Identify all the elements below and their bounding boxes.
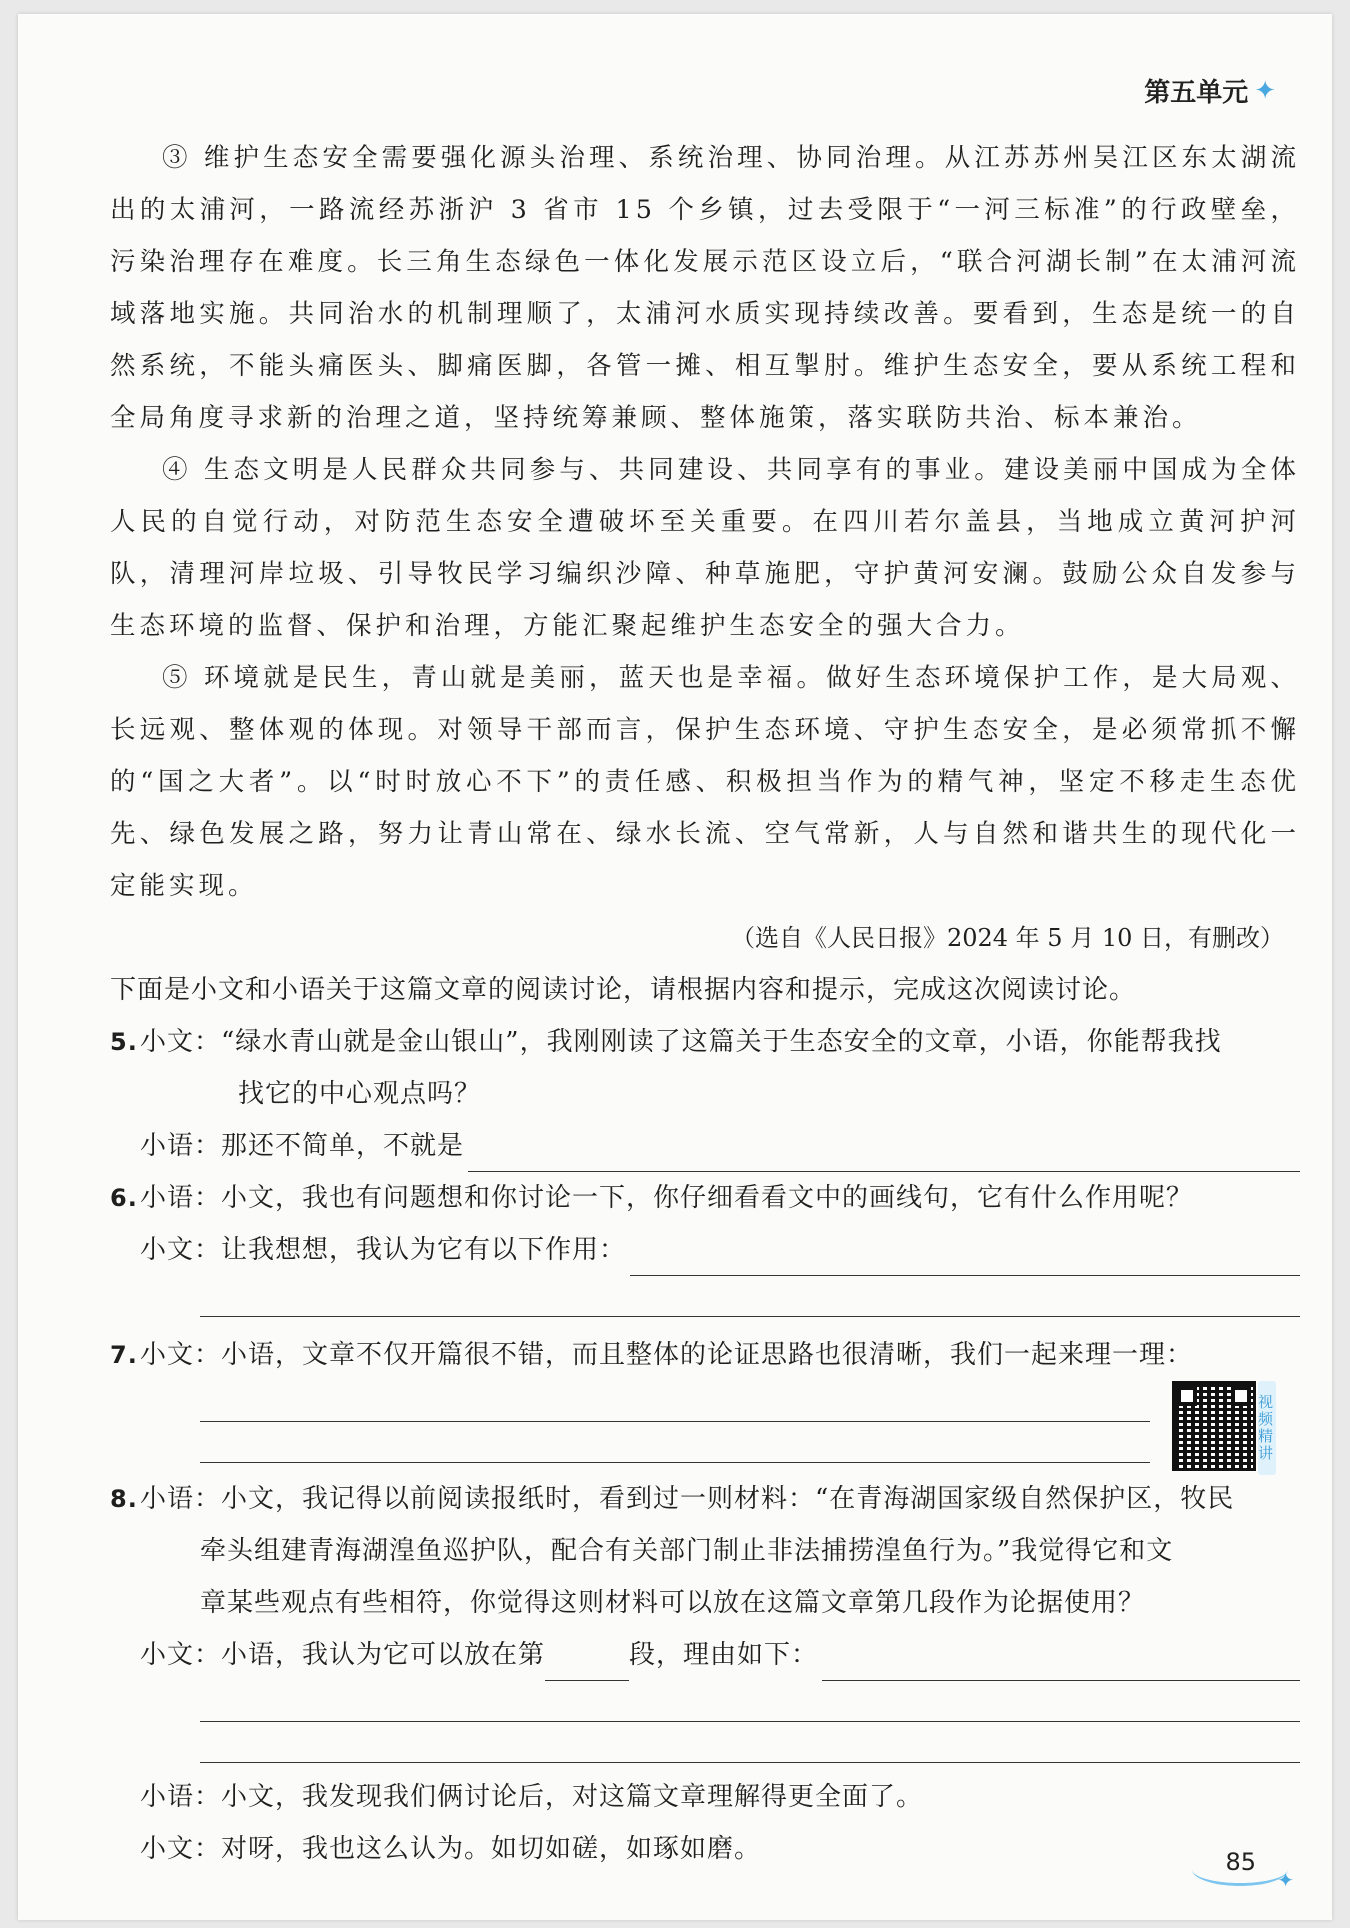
question-number: 5. bbox=[110, 1028, 138, 1056]
question-number: 7. bbox=[110, 1341, 138, 1369]
question-text-cont: 找它的中心观点吗？ bbox=[238, 1079, 482, 1109]
paragraph-4: ④ 生态文明是人民群众共同参与、共同建设、共同享有的事业。建设美丽中国成为全体人民的自觉行动，对防范生态安全遭破坏至关重要。在四川若尔盖县，当地成立黄河护河队，清理河岸垃圾、引导牧民学习编织沙障、种草施肥，守护黄河安澜。鼓励公众自发参与生态环境的监督、保护和治理，方能汇聚起维护生态安全的强大合力。 bbox=[110, 455, 1300, 641]
answer-blank[interactable] bbox=[200, 1276, 1300, 1317]
answer-area bbox=[110, 1381, 1300, 1463]
answer-row bbox=[110, 1629, 1300, 1681]
qr-label: 视频精讲 bbox=[1258, 1381, 1276, 1475]
question-5 bbox=[110, 1016, 1300, 1172]
question-7 bbox=[110, 1329, 1300, 1463]
answer-blank[interactable] bbox=[630, 1239, 1300, 1276]
unit-header bbox=[1144, 72, 1276, 109]
answer-row bbox=[110, 1681, 1300, 1763]
answer-blank[interactable] bbox=[468, 1135, 1300, 1172]
sparkle-icon: ✦ bbox=[1254, 75, 1276, 106]
paragraph-number-blank[interactable] bbox=[545, 1644, 629, 1681]
question-text: 小语：小文，我也有问题想和你讨论一下，你仔细看看文中的画线句，它有什么作用呢？ bbox=[140, 1183, 1194, 1213]
question-text-cont: 牵头组建青海湖湟鱼巡护队，配合有关部门制止非法捕捞湟鱼行为。”我觉得它和文 bbox=[200, 1536, 1174, 1566]
question-6 bbox=[110, 1172, 1300, 1317]
article-source: （选自《人民日报》2024 年 5 月 10 日，有删改） bbox=[730, 924, 1284, 952]
answer-blank[interactable] bbox=[200, 1381, 1150, 1422]
discussion-intro: 下面是小文和小语关于这篇文章的阅读讨论，请根据内容和提示，完成这次阅读讨论。 bbox=[110, 975, 1137, 1005]
paragraph-5: ⑤ 环境就是民生，青山就是美丽，蓝天也是幸福。做好生态环境保护工作，是大局观、长远观、整体观的体现。对领导干部而言，保护生态环境、守护生态安全，是必须常抓不懈的“国之大者”。以“时时放心不下”的责任感、积极担当作为的精气神，坚定不移走生态优先、绿色发展之路，努力让青山常在、绿水长流、空气常新，人与自然和谐共生的现代化一定能实现。 bbox=[110, 663, 1300, 901]
question-text: 小语：小文，我记得以前阅读报纸时，看到过一则材料：“在青海湖国家级自然保护区，牧民 bbox=[140, 1484, 1235, 1514]
answer-prompt: 小语：那还不简单，不就是 bbox=[140, 1131, 465, 1161]
closing-line-1: 小语：小文，我发现我们俩讨论后，对这篇文章理解得更全面了。 bbox=[140, 1782, 924, 1812]
answer-prompt: 小文：让我想想，我认为它有以下作用： bbox=[140, 1235, 627, 1265]
answer-row bbox=[110, 1276, 1300, 1317]
question-text-cont: 章某些观点有些相符，你觉得这则材料可以放在这篇文章第几段作为论据使用？ bbox=[200, 1588, 1146, 1618]
answer-blank[interactable] bbox=[200, 1722, 1300, 1763]
closing-line-2: 小文：对呀，我也这么认为。如切如磋，如琢如磨。 bbox=[140, 1834, 762, 1864]
page-number: 85 bbox=[1225, 1848, 1256, 1876]
paragraph-3: ③ 维护生态安全需要强化源头治理、系统治理、协同治理。从江苏苏州吴江区东太湖流出的太浦河，一路流经苏浙沪 3 省市 15 个乡镇，过去受限于“一河三标准”的行政壁垒，污染治理存在难度。长三角生态绿色一体化发展示范区设立后，“联合河湖长制”在太浦河流域落地实施。共同治水的机制理顺了，太浦河水质实现持续改善。要看到，生态是统一的自然系统，不能头痛医头、脚痛医脚，各管一摊、相互掣肘。维护生态安全，要从系统工程和全局角度寻求新的治理之道，坚持统筹兼顾、整体施策，落实联防共治、标本兼治。 bbox=[110, 143, 1300, 433]
sparkle-icon: ✦ bbox=[1277, 1868, 1294, 1892]
answer-prompt: 小文：小语，我认为它可以放在第 bbox=[140, 1640, 546, 1670]
answer-blank[interactable] bbox=[200, 1681, 1300, 1722]
article-body bbox=[110, 132, 1300, 1875]
video-qr-code[interactable] bbox=[1172, 1381, 1276, 1475]
answer-row bbox=[110, 1224, 1300, 1276]
question-number: 8. bbox=[110, 1485, 138, 1513]
workbook-page bbox=[18, 14, 1332, 1920]
question-text: 小文：“绿水青山就是金山银山”，我刚刚读了这篇关于生态安全的文章，小语，你能帮我找 bbox=[140, 1027, 1222, 1057]
answer-blank[interactable] bbox=[822, 1644, 1300, 1681]
question-8 bbox=[110, 1473, 1300, 1875]
question-text: 小文：小语，文章不仅开篇很不错，而且整体的论证思路也很清晰，我们一起来理一理： bbox=[140, 1340, 1194, 1370]
answer-prompt-suffix: 段，理由如下： bbox=[629, 1640, 819, 1670]
answer-blank[interactable] bbox=[200, 1422, 1150, 1463]
qr-code-icon bbox=[1172, 1381, 1256, 1471]
answer-row bbox=[110, 1120, 1300, 1172]
unit-title: 第五单元 bbox=[1144, 78, 1249, 108]
question-number: 6. bbox=[110, 1184, 138, 1212]
